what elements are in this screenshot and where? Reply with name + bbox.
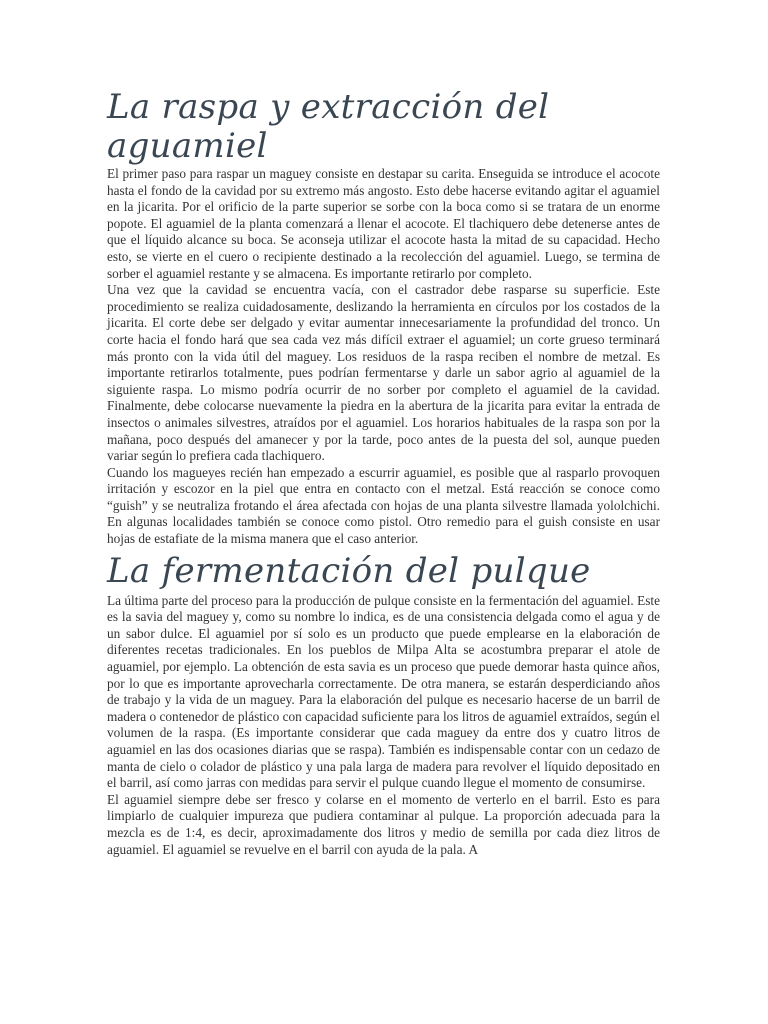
paragraph-raspa-1: El primer paso para raspar un maguey consiste en destapar su carita. Enseguida se introduce el acocote hasta el fondo de la cavidad por su extremo más angosto. Esto debe hacerse evitando agitar el aguamiel en la jicarita. Por el orificio de la parte superior se sorbe con la boca como si se tratara de un enorme popote. El aguamiel de la planta comenzará a llenar el acocote. El tlachiquero debe detenerse antes de que el líquido alcance su boca. Se aconseja utilizar el acocote hasta la mitad de su capacidad. Hecho esto, se vierte en el cuero o recipiente destinado a la recolección del aguamiel. Luego, se termina de sorber el aguamiel restante y se almacena. Es importante retirarlo por completo. bbox=[107, 166, 660, 281]
section-title-fermentacion: La fermentación del pulque bbox=[107, 550, 591, 591]
section-title-raspa: La raspa y extracción del aguamiel bbox=[107, 87, 550, 166]
paragraph-fermentacion-2: El aguamiel siempre debe ser fresco y colarse en el momento de verterlo en el barril. Esto es para limpiarlo de cualquier impureza que pudiera contaminar al pulque. La proporción adecuada para la mezcla es de 1:4, es decir, aproximadamente dos litros y medio de semilla por cada diez litros de aguamiel. El aguamiel se revuelve en el barril con ayuda de la pala. A bbox=[107, 791, 660, 857]
paragraph-fermentacion-1: La última parte del proceso para la producción de pulque consiste en la fermentación del aguamiel. Este es la savia del maguey y, como su nombre lo indica, es de una consistencia delgada como el agua y de un sabor dulce. El aguamiel por sí solo es un producto que puede emplearse en la elaboración de diferentes recetas tradicionales. En los pueblos de Milpa Alta se acostumbra preparar el atole de aguamiel, por ejemplo. La obtención de esta savia es un proceso que puede demorar hasta quince años, por lo que es importante aprovecharla correctamente. De otra manera, se estarán desperdiciando años de trabajo y la vida de un maguey. Para la elaboración del pulque es necesario hacerse de un barril de madera o contenedor de plástico con capacidad suficiente para los litros de aguamiel extraídos, según el volumen de la raspa. (Es importante considerar que cada maguey da entre dos y cuatro litros de aguamiel en las dos ocasiones diarias que se raspa). También es indispensable contar con un cedazo de manta de cielo o colador de plástico y una pala larga de madera para revolver el líquido depositado en el barril, así como jarras con medidas para servir el pulque cuando llegue el momento de consumirse. bbox=[107, 592, 660, 791]
paragraph-raspa-3: Cuando los magueyes recién han empezado a escurrir aguamiel, es posible que al rasparlo provoquen irritación y escozor en la piel que entra en contacto con el metzal. Está reacción se conoce como “guish” y se neutraliza frotando el área afectada con hojas de una planta silvestre llamada yololchichi. En algunas localidades también se conoce como pistol. Otro remedio para el guish consiste en usar hojas de estafiate de la misma manera que el caso anterior. bbox=[107, 464, 660, 547]
document-page bbox=[107, 88, 660, 858]
paragraph-raspa-2: Una vez que la cavidad se encuentra vacía, con el castrador debe rasparse su superficie. Este procedimiento se realiza cuidadosamente, deslizando la herramienta en círculos por los costados de la jicarita. El corte debe ser delgado y evitar aumentar innecesariamente la profundidad del tronco. Un corte hacia el fondo hará que sea cada vez más difícil extraer el aguamiel; un corte grueso terminará más pronto con la vida útil del maguey. Los residuos de la raspa reciben el nombre de metzal. Es importante retirarlos totalmente, pues podrían fermentarse y darle un sabor agrio al aguamiel de la siguiente raspa. Lo mismo podría ocurrir de no sorber por completo el aguamiel de la cavidad. Finalmente, debe colocarse nuevamente la piedra en la abertura de la jicarita para evitar la entrada de insectos o animales silvestres, atraídos por el aguamiel. Los horarios habituales de la raspa son por la mañana, poco después del amanecer y por la tarde, poco antes de la puesta del sol, aunque pueden variar según lo prefiera cada tlachiquero. bbox=[107, 282, 660, 464]
